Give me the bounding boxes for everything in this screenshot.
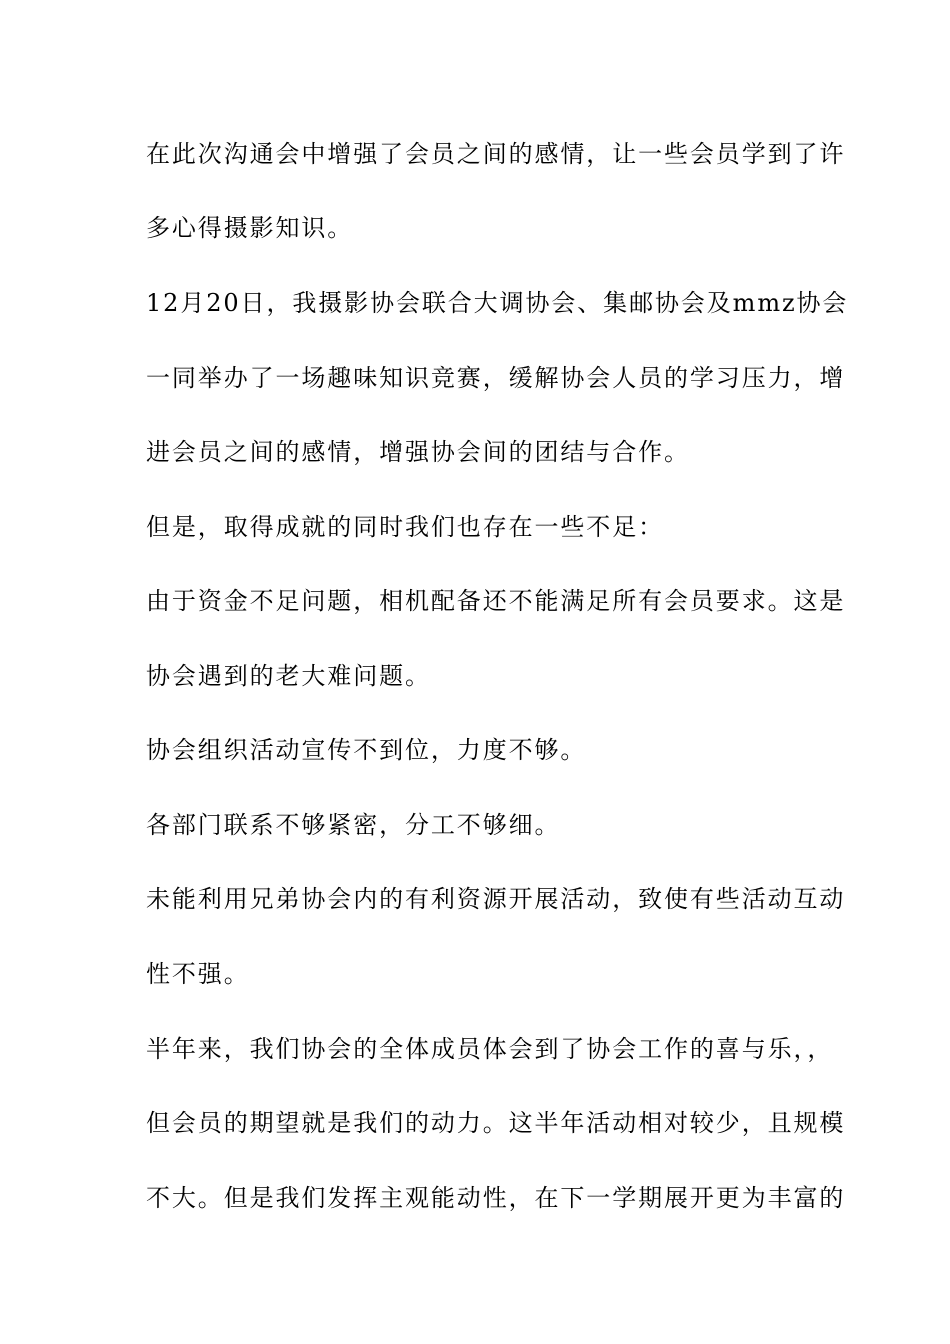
text-line: 进会员之间的感情，增强协会间的团结与合作。: [146, 438, 690, 466]
text-line: 各部门联系不够紧密，分工不够细。: [146, 811, 561, 839]
text-line: 未能利用兄弟协会内的有利资源开展活动，致使有些活动互动: [146, 885, 846, 913]
text-line: 12月20日，我摄影协会联合大调协会、集邮协会及mmz协会: [146, 289, 849, 317]
text-line: 协会组织活动宣传不到位，力度不够。: [146, 736, 587, 764]
text-line: 协会遇到的老大难问题。: [146, 662, 431, 690]
text-line: 由于资金不足问题，相机配备还不能满足所有会员要求。这是: [146, 587, 846, 615]
text-line: 在此次沟通会中增强了会员之间的感情，让一些会员学到了许: [146, 140, 846, 168]
text-line: 半年来，我们协会的全体成员体会到了协会工作的喜与乐，，: [146, 1035, 834, 1063]
text-line: 但是，取得成就的同时我们也存在一些不足：: [146, 513, 664, 541]
text-line: 多心得摄影知识。: [146, 214, 354, 242]
text-line: 不大。但是我们发挥主观能动性，在下一学期展开更为丰富的: [146, 1184, 846, 1212]
text-line: 性不强。: [146, 960, 250, 988]
text-line: 一同举办了一场趣味知识竞赛，缓解协会人员的学习压力，增: [146, 364, 846, 392]
text-line: 但会员的期望就是我们的动力。这半年活动相对较少，且规模: [146, 1109, 846, 1137]
